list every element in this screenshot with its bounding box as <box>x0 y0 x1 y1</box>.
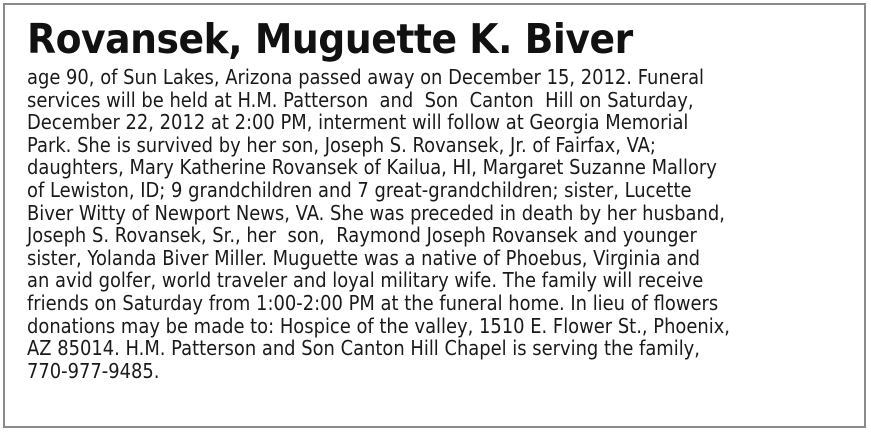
obituary-text-line: Joseph S. Rovansek, Sr., her son, Raymond Joseph Rovansek and younger <box>27 223 697 248</box>
obituary-text-line: donations may be made to: Hospice of the valley, 1510 E. Flower St., Phoenix, <box>27 313 730 338</box>
obituary-text-line: December 22, 2012 at 2:00 PM, interment will follow at Georgia Memorial <box>27 110 689 135</box>
obituary-text-line: Park. She is survived by her son, Joseph S. Rovansek, Jr. of Fairfax, VA; <box>27 132 656 157</box>
obituary-text-line: services will be held at H.M. Patterson and Son Canton Hill on Saturday, <box>27 87 694 112</box>
obituary-text-line: an avid golfer, world traveler and loyal military wife. The family will receive <box>27 268 704 293</box>
obituary-text-line: AZ 85014. H.M. Patterson and Son Canton Hill Chapel is serving the family, <box>27 336 700 361</box>
obituary-text-line: daughters, Mary Katherine Rovansek of Kailua, HI, Margaret Suzanne Mallory <box>27 155 717 180</box>
obituary-text-line: friends on Saturday from 1:00-2:00 PM at the funeral home. In lieu of flowers <box>27 290 719 315</box>
obituary-text-line: of Lewiston, ID; 9 grandchildren and 7 great-grandchildren; sister, Lucette <box>27 177 692 202</box>
obituary-text-line: age 90, of Sun Lakes, Arizona passed away on December 15, 2012. Funeral <box>27 65 705 89</box>
obituary-text-line: 770-977-9485. <box>27 358 160 383</box>
obituary-text-line: sister, Yolanda Biver Miller. Muguette was a native of Phoebus, Virginia and <box>27 245 701 270</box>
obituary-text-line: Biver Witty of Newport News, VA. She was preceded in death by her husband, <box>27 200 725 225</box>
obituary-body <box>27 66 861 382</box>
obituary-frame <box>3 3 866 428</box>
obituary-name-heading: Rovansek, Muguette K. Biver <box>27 15 633 63</box>
